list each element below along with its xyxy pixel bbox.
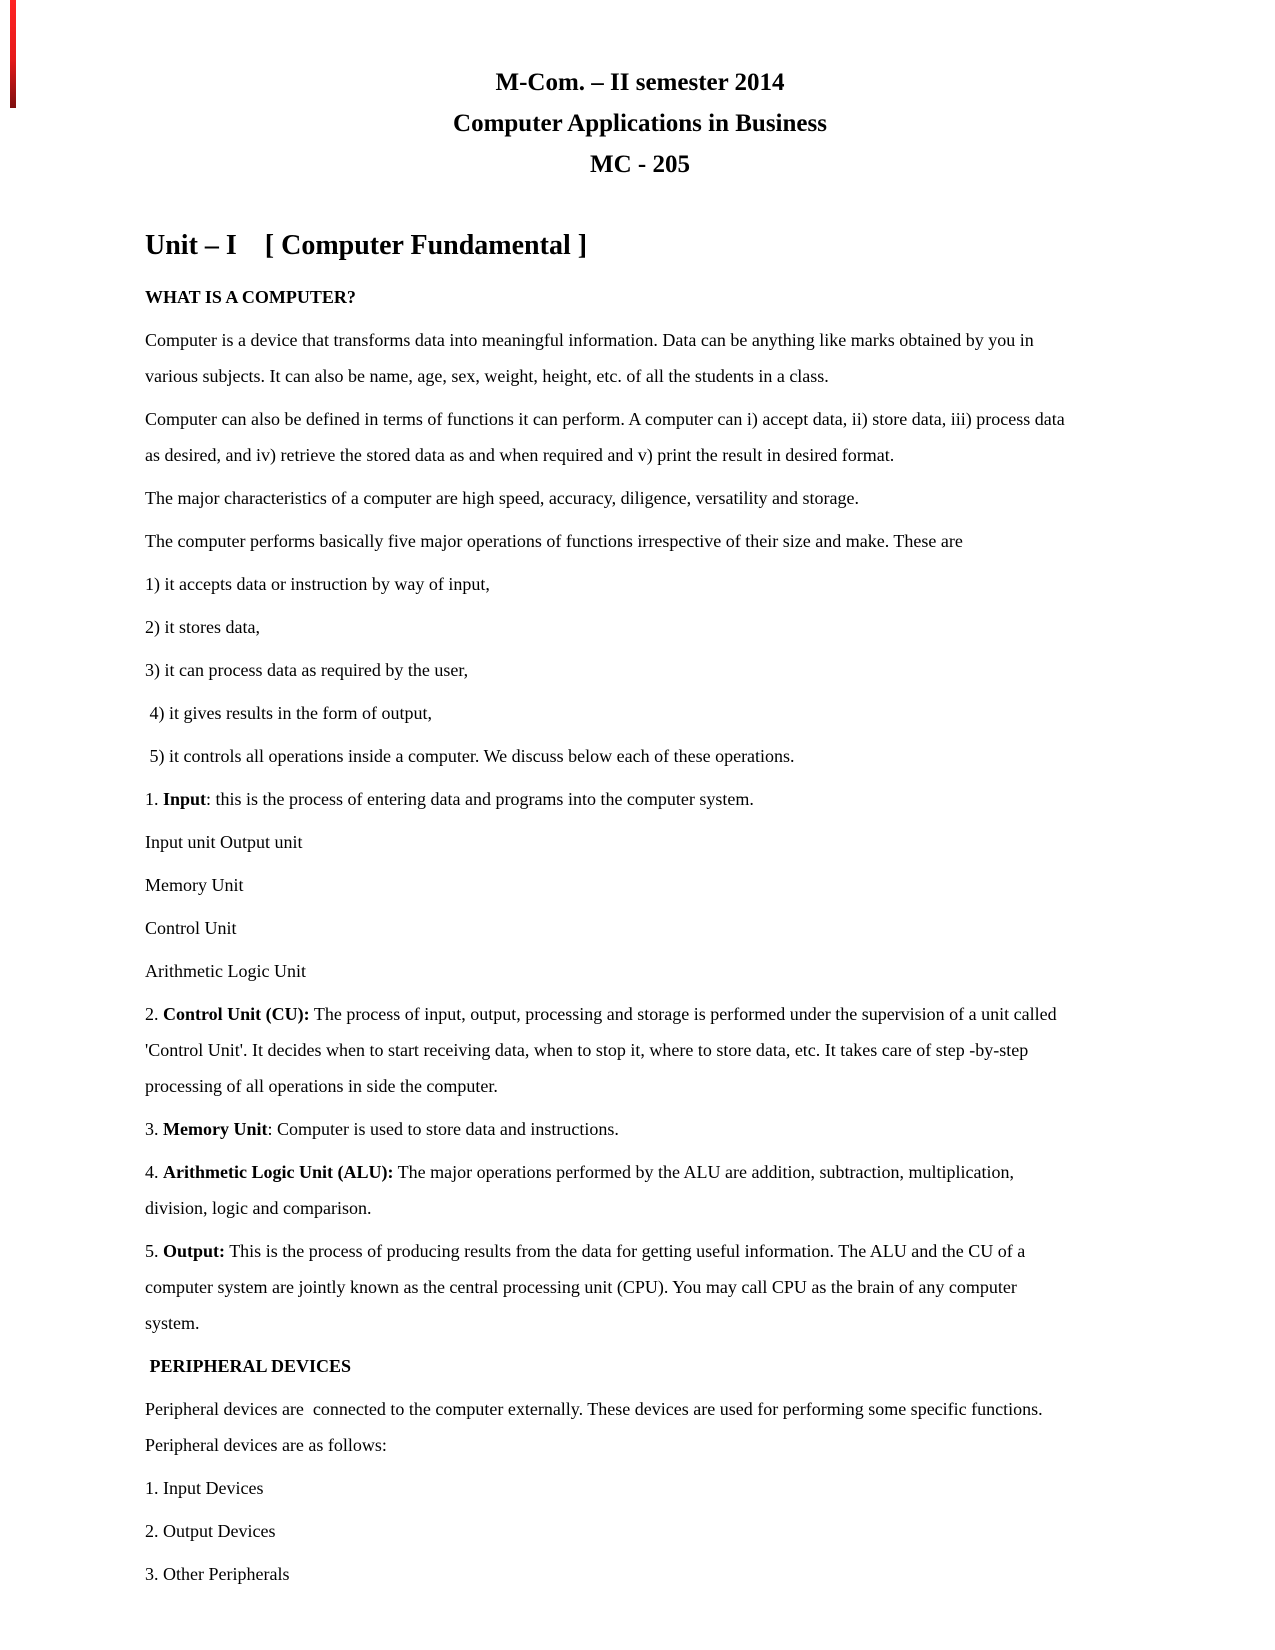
paragraph-computer-functions — [145, 401, 1135, 473]
text-line: Computer can also be defined in terms of functions it can perform. A computer can i) accept data, ii) store data, iii) process data — [145, 409, 1065, 429]
text-line: 3. Memory Unit: Computer is used to store data and instructions. — [145, 1119, 619, 1139]
text-line: 3. Other Peripherals — [145, 1564, 290, 1584]
text-line: Memory Unit — [145, 875, 244, 895]
text-line: Control Unit — [145, 918, 237, 938]
text-line: The computer performs basically five major operations of functions irrespective of their size and make. These are — [145, 531, 963, 551]
text-line: 2. Control Unit (CU): The process of input, output, processing and storage is performed under the supervision of a unit called — [145, 1004, 1057, 1024]
list-item-operation-1 — [145, 566, 1135, 602]
text-line: PERIPHERAL DEVICES — [145, 1356, 352, 1376]
text-line: WHAT IS A COMPUTER? — [145, 287, 356, 307]
list-item-input-devices — [145, 1470, 1135, 1506]
paragraph-memory-unit — [145, 1111, 1135, 1147]
text-line: 5) it controls all operations inside a computer. We discuss below each of these operations. — [145, 746, 795, 766]
paragraph-control-unit — [145, 996, 1135, 1104]
diagram-label-memory-unit — [145, 867, 1135, 903]
text-line: Peripheral devices are as follows: — [145, 1435, 387, 1455]
paragraph-arithmetic-logic-unit — [145, 1154, 1135, 1226]
paragraph-five-operations-intro — [145, 523, 1135, 559]
text-line: processing of all operations in side the computer. — [145, 1076, 498, 1096]
course-title: M-Com. – II semester 2014 — [495, 69, 785, 96]
list-item-operation-3 — [145, 652, 1135, 688]
document-body — [145, 279, 1135, 1592]
paragraph-output — [145, 1233, 1135, 1341]
text-line: 1. Input Devices — [145, 1478, 264, 1498]
text-line: as desired, and iv) retrieve the stored data as and when required and v) print the result in desired format. — [145, 445, 895, 465]
text-line: 'Control Unit'. It decides when to start receiving data, when to stop it, where to store data, etc. It takes care of step -by-step — [145, 1040, 1029, 1060]
paragraph-major-characteristics — [145, 480, 1135, 516]
text-line: division, logic and comparison. — [145, 1198, 372, 1218]
text-line: The major characteristics of a computer are high speed, accuracy, diligence, versatility and storage. — [145, 488, 860, 508]
text-line: 2) it stores data, — [145, 617, 260, 637]
unit-heading: Unit – I [ Computer Fundamental ] — [145, 230, 588, 261]
text-line: 4) it gives results in the form of output, — [145, 703, 432, 723]
document-title-block — [145, 62, 1135, 185]
diagram-label-arithmetic-logic-unit — [145, 953, 1135, 989]
paragraph-computer-definition — [145, 322, 1135, 394]
document-content-area — [145, 0, 1135, 1599]
text-line: Arithmetic Logic Unit — [145, 961, 306, 981]
diagram-label-input-output-unit — [145, 824, 1135, 860]
subject-title: Computer Applications in Business — [453, 110, 827, 137]
list-item-operation-4 — [145, 695, 1135, 731]
red-margin-line — [10, 0, 16, 108]
text-line: Input unit Output unit — [145, 832, 303, 852]
text-line: 3) it can process data as required by the user, — [145, 660, 469, 680]
text-line: various subjects. It can also be name, age, sex, weight, height, etc. of all the students in a class. — [145, 366, 829, 386]
text-line: 2. Output Devices — [145, 1521, 276, 1541]
text-line: Peripheral devices are connected to the computer externally. These devices are used for performing some specific functions. — [145, 1399, 1043, 1419]
course-code: MC - 205 — [590, 151, 690, 178]
text-line: system. — [145, 1313, 200, 1333]
paragraph-input — [145, 781, 1135, 817]
paragraph-peripheral-devices — [145, 1391, 1135, 1463]
text-line: Computer is a device that transforms data into meaningful information. Data can be anything like marks obtained by you in — [145, 330, 1034, 350]
text-line: 4. Arithmetic Logic Unit (ALU): The major operations performed by the ALU are addition, subtraction, multiplication, — [145, 1162, 1014, 1182]
text-line: 1. Input: this is the process of entering data and programs into the computer system. — [145, 789, 754, 809]
section-heading-peripheral-devices — [145, 1348, 1135, 1384]
diagram-label-control-unit — [145, 910, 1135, 946]
text-line: 5. Output: This is the process of producing results from the data for getting useful information. The ALU and the CU of a — [145, 1241, 1026, 1261]
list-item-output-devices — [145, 1513, 1135, 1549]
section-heading-what-is-a-computer — [145, 279, 1135, 315]
text-line: 1) it accepts data or instruction by way of input, — [145, 574, 490, 594]
list-item-operation-2 — [145, 609, 1135, 645]
list-item-operation-5 — [145, 738, 1135, 774]
list-item-other-peripherals — [145, 1556, 1135, 1592]
text-line: computer system are jointly known as the central processing unit (CPU). You may call CPU as the brain of any computer — [145, 1277, 1017, 1297]
